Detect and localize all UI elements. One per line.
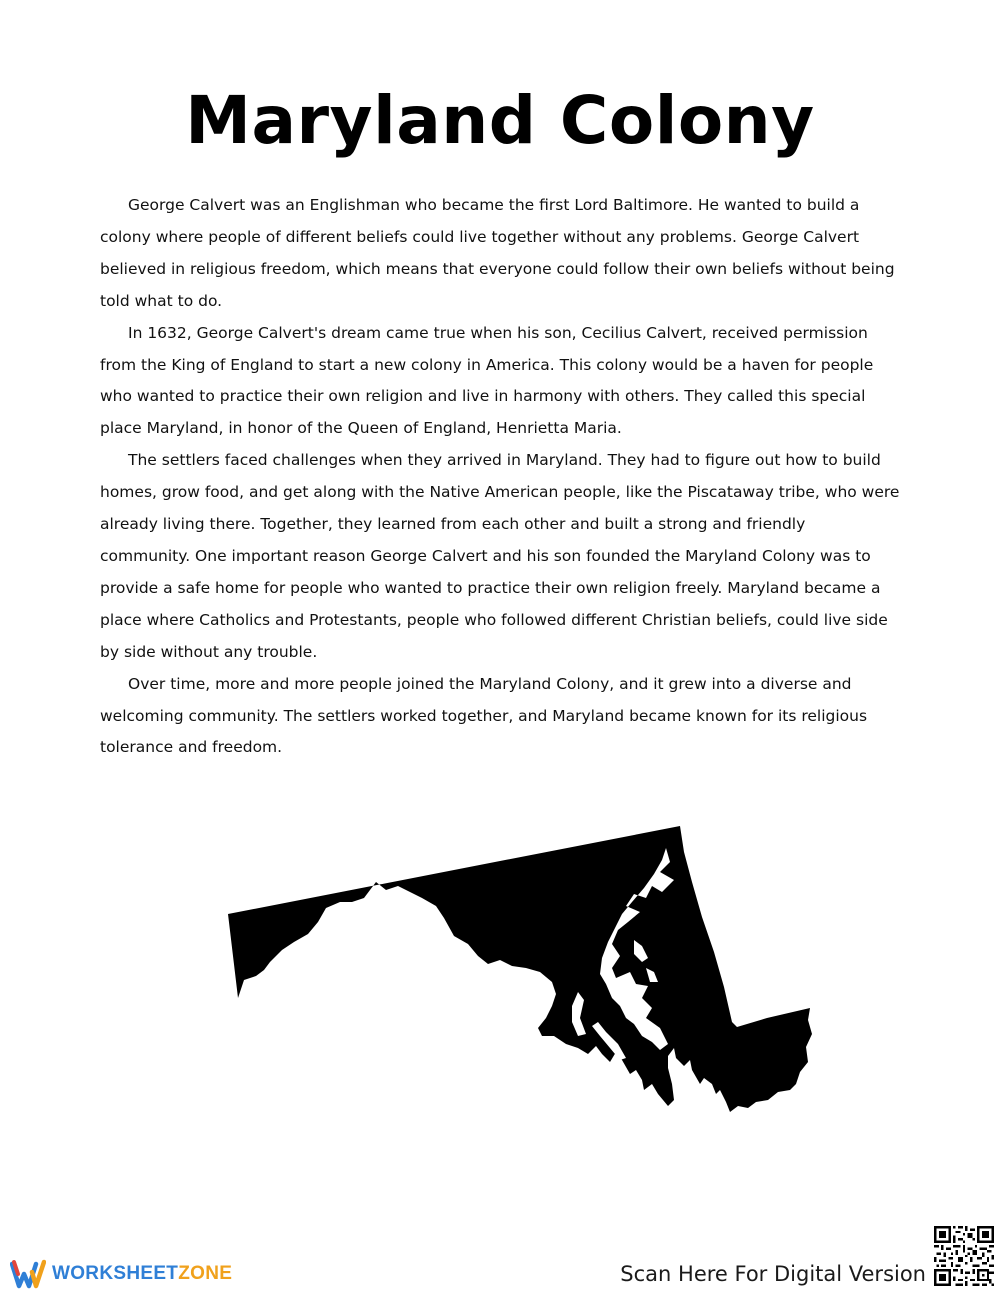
article-body (100, 190, 900, 764)
logo-word-worksheet: WORKSHEET (52, 1263, 179, 1284)
paragraph-1: George Calvert was an Englishman who became the first Lord Baltimore. He wanted to build a colony where people of different beliefs could live together without any problems. George Calvert believed in religious freedom, which means that everyone could follow their own beliefs without being told what to do. (100, 196, 895, 310)
logo-text (52, 1263, 232, 1285)
worksheetzone-logo-icon (10, 1258, 46, 1290)
qr-code-icon[interactable] (934, 1226, 994, 1286)
paragraph-3: The settlers faced challenges when they arrived in Maryland. They had to figure out how to build homes, grow food, and get along with the Native American people, like the Piscataway tribe, who were already living there. Together, they learned from each other and built a strong and friendly community. One important reason George Calvert and his son founded the Maryland Colony was to provide a safe home for people who wanted to practice their own religion freely. Maryland became a place where Catholics and Protestants, people who followed different Christian beliefs, could live side by side without any trouble. (100, 451, 900, 661)
maryland-map-image (222, 822, 818, 1114)
maryland-silhouette-icon (222, 822, 818, 1114)
paragraph-2: In 1632, George Calvert's dream came true when his son, Cecilius Calvert, received permission from the King of England to start a new colony in America. This colony would be a haven for people who wanted to practice their own religion and live in harmony with others. They called this special place Maryland, in honor of the Queen of England, Henrietta Maria. (100, 323, 874, 438)
page-title: Maryland Colony (185, 82, 815, 159)
scan-instruction: Scan Here For Digital Version (620, 1262, 926, 1286)
paragraph-4: Over time, more and more people joined the Maryland Colony, and it grew into a diverse and welcoming community. The settlers worked together, and Maryland became known for its religious tolerance and freedom. (100, 674, 868, 757)
logo-word-zone: ZONE (178, 1263, 233, 1284)
worksheetzone-logo[interactable] (10, 1256, 232, 1292)
